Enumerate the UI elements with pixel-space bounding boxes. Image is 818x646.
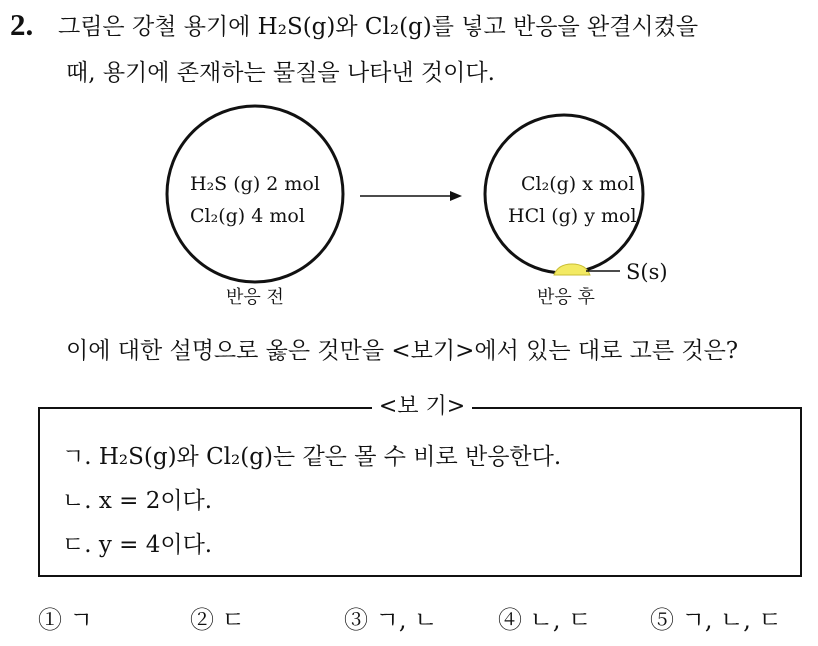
answer-choices [0, 603, 818, 639]
bogi-statement-3: ㄷ. y = 4이다. [62, 532, 213, 558]
reaction-arrow [360, 191, 462, 201]
bogi-statement-2: ㄴ. x = 2이다. [62, 488, 213, 514]
after-caption: 반응 후 [537, 287, 595, 308]
sulfur-label: S(s) [626, 260, 668, 284]
answer-choice-5[interactable]: ⑤ ㄱ, ㄴ, ㄷ [650, 606, 782, 634]
answer-choice-3[interactable]: ③ ㄱ, ㄴ [344, 606, 438, 634]
bogi-statement-1: ㄱ. H₂S(g)와 Cl₂(g)는 같은 몰 수 비로 반응한다. [62, 444, 562, 470]
question-text-line-1: 그림은 강철 용기에 H₂S(g)와 Cl₂(g)를 넣고 반응을 완결시켰을 [58, 14, 699, 40]
after-row-cl2: Cl₂(g) x mol [521, 173, 635, 195]
reaction-diagram [0, 0, 818, 320]
before-row-cl2: Cl₂(g) 4 mol [190, 205, 305, 227]
answer-choice-1[interactable]: ① ㄱ [38, 606, 93, 634]
question-prompt: 이에 대한 설명으로 옳은 것만을 <보기>에서 있는 대로 고른 것은? [66, 338, 739, 364]
question-text-line-2: 때, 용기에 존재하는 물질을 나타낸 것이다. [66, 60, 495, 86]
answer-choice-2[interactable]: ② ㄷ [190, 606, 245, 634]
bogi-title: <보 기> [372, 392, 472, 422]
answer-choice-4[interactable]: ④ ㄴ, ㄷ [498, 606, 592, 634]
before-caption: 반응 전 [226, 287, 284, 308]
after-row-hcl: HCl (g) y mol [508, 205, 637, 227]
before-row-h2s: H₂S (g) 2 mol [190, 173, 320, 195]
sulfur-solid-deposit [554, 264, 590, 275]
question-number: 2. [10, 7, 34, 42]
